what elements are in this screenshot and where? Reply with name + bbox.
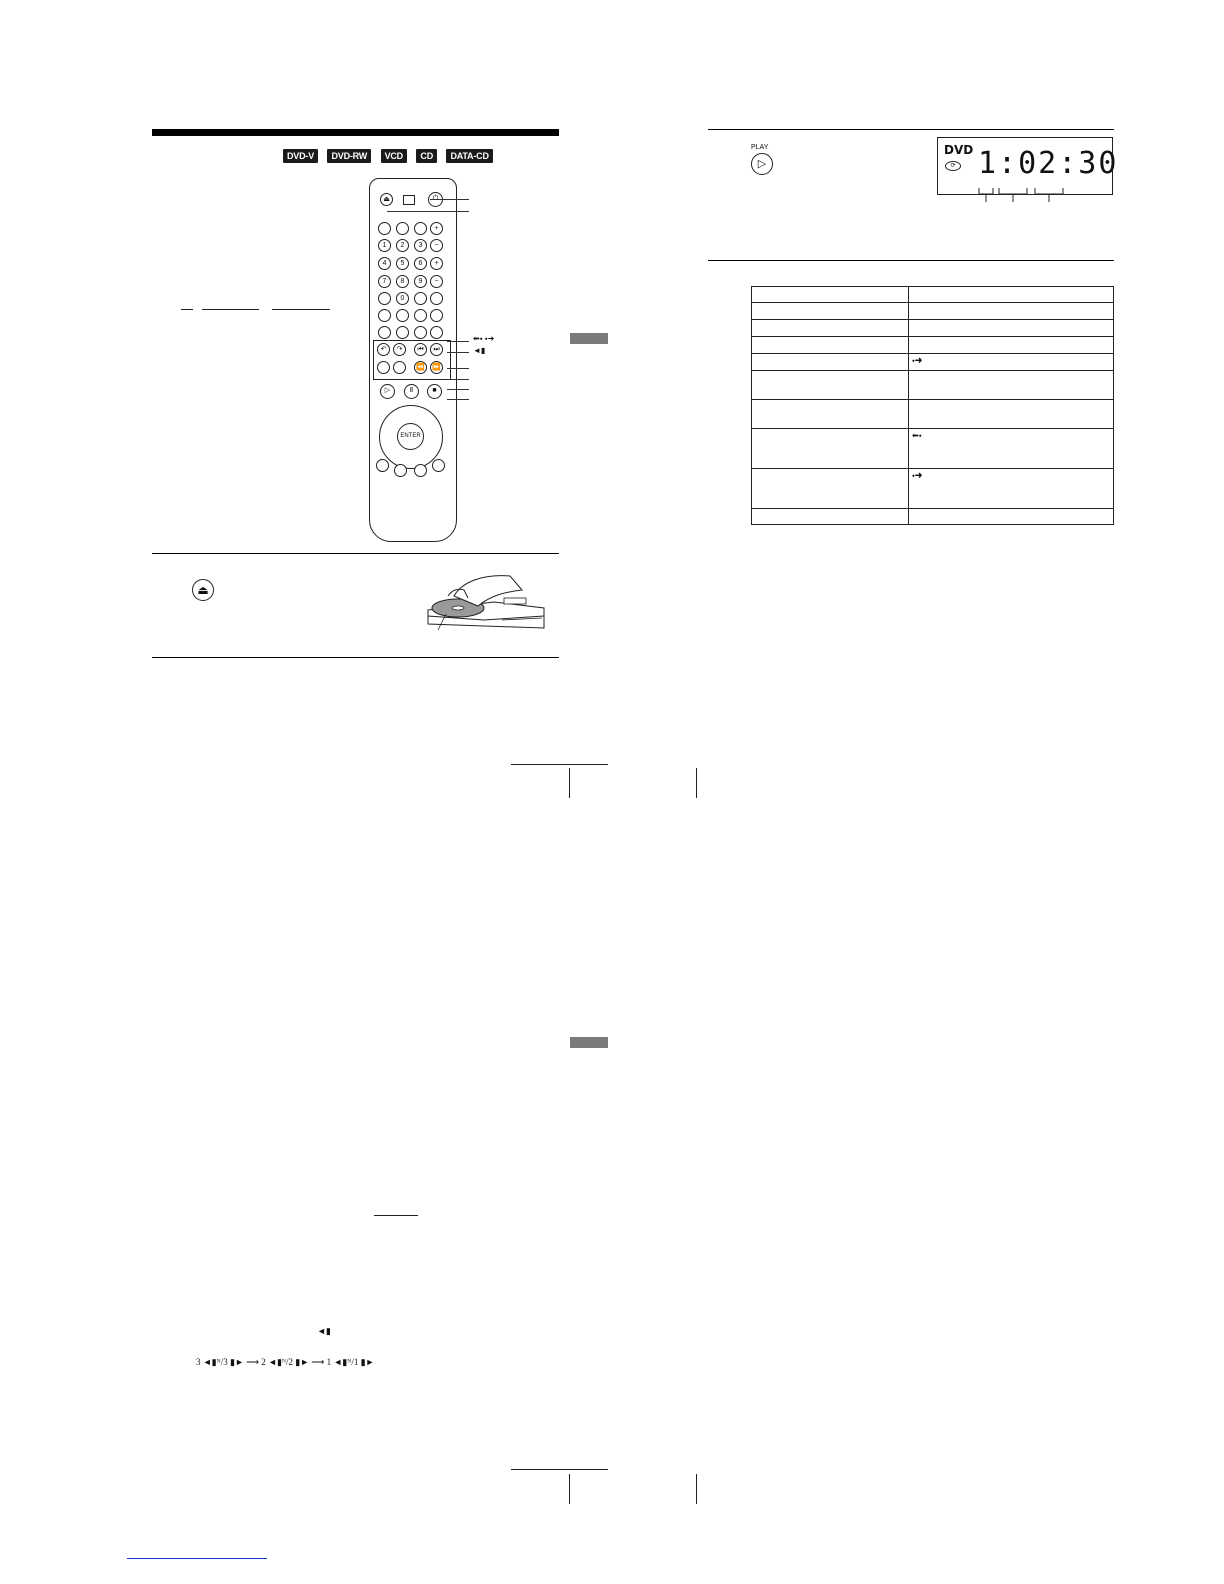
disc-type-badges xyxy=(283,146,498,164)
table-row xyxy=(752,303,1114,320)
callout-leader xyxy=(447,399,469,400)
enter-button: ENTER xyxy=(397,423,424,450)
minus-icon: − xyxy=(430,275,443,288)
step-divider xyxy=(708,129,1114,130)
remote-button xyxy=(432,459,445,472)
text-underline-3 xyxy=(272,309,330,310)
callout-leader xyxy=(447,379,469,380)
number-8-button: 8 xyxy=(396,275,409,288)
number-0-button: 0 xyxy=(396,292,409,305)
number-4-button: 4 xyxy=(378,257,391,270)
disc-tray-illustration xyxy=(424,566,546,634)
remote-button xyxy=(414,464,427,477)
step-divider xyxy=(152,657,559,658)
plus-icon: + xyxy=(430,257,443,270)
remote-button xyxy=(430,292,443,305)
remote-button xyxy=(396,326,409,339)
display-button-icon xyxy=(403,195,415,205)
previous-icon: ⏮ xyxy=(414,343,427,356)
remote-button xyxy=(396,222,409,235)
footer-rule xyxy=(511,764,608,765)
section-tab-marker xyxy=(570,1037,608,1048)
page-link-underline[interactable] xyxy=(127,1558,267,1559)
disc-icon: ⟳ xyxy=(945,161,961,171)
slow-speed-sequence: 3 ◄▮ᴺ/3 ▮► ⟶ 2 ◄▮ᴺ/2 ▮► ⟶ 1 ◄▮ᴺ/1 ▮► xyxy=(196,1357,375,1367)
callout-leader xyxy=(447,341,469,342)
table-row xyxy=(752,400,1114,429)
number-2-button: 2 xyxy=(396,239,409,252)
remote-button xyxy=(378,326,391,339)
footer-divider xyxy=(696,1474,697,1504)
slow-callout-label: ◄▮ xyxy=(473,346,486,355)
text-underline-1 xyxy=(181,309,193,310)
table-row xyxy=(752,287,1114,303)
remote-button xyxy=(378,292,391,305)
step-divider xyxy=(708,260,1114,261)
remote-button xyxy=(414,222,427,235)
pause-icon: Ⅱ xyxy=(404,384,419,399)
remote-button xyxy=(414,309,427,322)
replay-icon: ↶ xyxy=(377,343,390,356)
table-row xyxy=(752,371,1114,400)
remote-button xyxy=(414,292,427,305)
operations-table xyxy=(751,286,1114,525)
display-callout-brackets xyxy=(975,186,1075,204)
stop-icon: ■ xyxy=(427,384,442,399)
advance-icon: ↷ xyxy=(393,343,406,356)
badge-dvd-v: DVD-V xyxy=(283,149,318,163)
remote-button xyxy=(396,309,409,322)
callout-leader xyxy=(447,352,469,353)
text-underline xyxy=(374,1215,418,1216)
number-9-button: 9 xyxy=(414,275,427,288)
scan-back-icon: ⏪ xyxy=(414,361,427,374)
callout-leader xyxy=(447,368,469,369)
table-row: ⬅⬩ xyxy=(752,429,1114,469)
table-row xyxy=(752,509,1114,525)
scan-forward-icon: ⏩ xyxy=(430,361,443,374)
scan-callout-label: ⬅⬩ ⬩➜ xyxy=(473,334,495,343)
callout-leader xyxy=(430,199,469,200)
plus-icon: + xyxy=(430,222,443,235)
table-row: ⬩➜ xyxy=(752,354,1114,371)
play-icon: ▷ xyxy=(380,384,395,399)
slow-play-symbol: ◄▮ xyxy=(317,1326,331,1336)
callout-leader xyxy=(447,389,469,390)
remote-button xyxy=(394,464,407,477)
footer-rule xyxy=(511,1469,608,1470)
badge-vcd: VCD xyxy=(381,149,407,163)
number-5-button: 5 xyxy=(396,257,409,270)
playing-time-readout: 1:02:30 xyxy=(978,146,1119,181)
section-tab-marker xyxy=(570,333,608,344)
play-button-label: PLAY xyxy=(751,144,769,151)
remote-button xyxy=(393,361,406,374)
section-title-rule xyxy=(152,129,559,136)
badge-dvd-rw: DVD-RW xyxy=(327,149,371,163)
eject-icon: ⏏ xyxy=(380,193,393,206)
remote-button xyxy=(430,309,443,322)
number-7-button: 7 xyxy=(378,275,391,288)
number-6-button: 6 xyxy=(414,257,427,270)
table-row: ⬩➜ xyxy=(752,469,1114,509)
step-divider xyxy=(152,553,559,554)
eject-button-icon: ⏏ xyxy=(192,579,214,601)
number-3-button: 3 xyxy=(414,239,427,252)
remote-button xyxy=(377,361,390,374)
remote-button xyxy=(378,222,391,235)
badge-cd: CD xyxy=(416,149,437,163)
footer-divider xyxy=(569,1474,570,1504)
table-row xyxy=(752,337,1114,354)
footer-divider xyxy=(569,768,570,798)
text-underline-2 xyxy=(202,309,259,310)
remote-button xyxy=(430,326,443,339)
badge-data-cd: DATA-CD xyxy=(446,149,492,163)
table-row xyxy=(752,320,1114,337)
display-source-label: DVD xyxy=(944,143,974,157)
footer-divider xyxy=(696,768,697,798)
remote-control-illustration xyxy=(369,178,457,542)
play-button-icon: ▷ xyxy=(751,153,773,175)
next-icon: ⏭ xyxy=(430,343,443,356)
remote-button xyxy=(414,326,427,339)
remote-button xyxy=(378,309,391,322)
minus-icon: − xyxy=(430,239,443,252)
number-1-button: 1 xyxy=(378,239,391,252)
callout-leader xyxy=(387,211,469,212)
remote-button xyxy=(376,459,389,472)
